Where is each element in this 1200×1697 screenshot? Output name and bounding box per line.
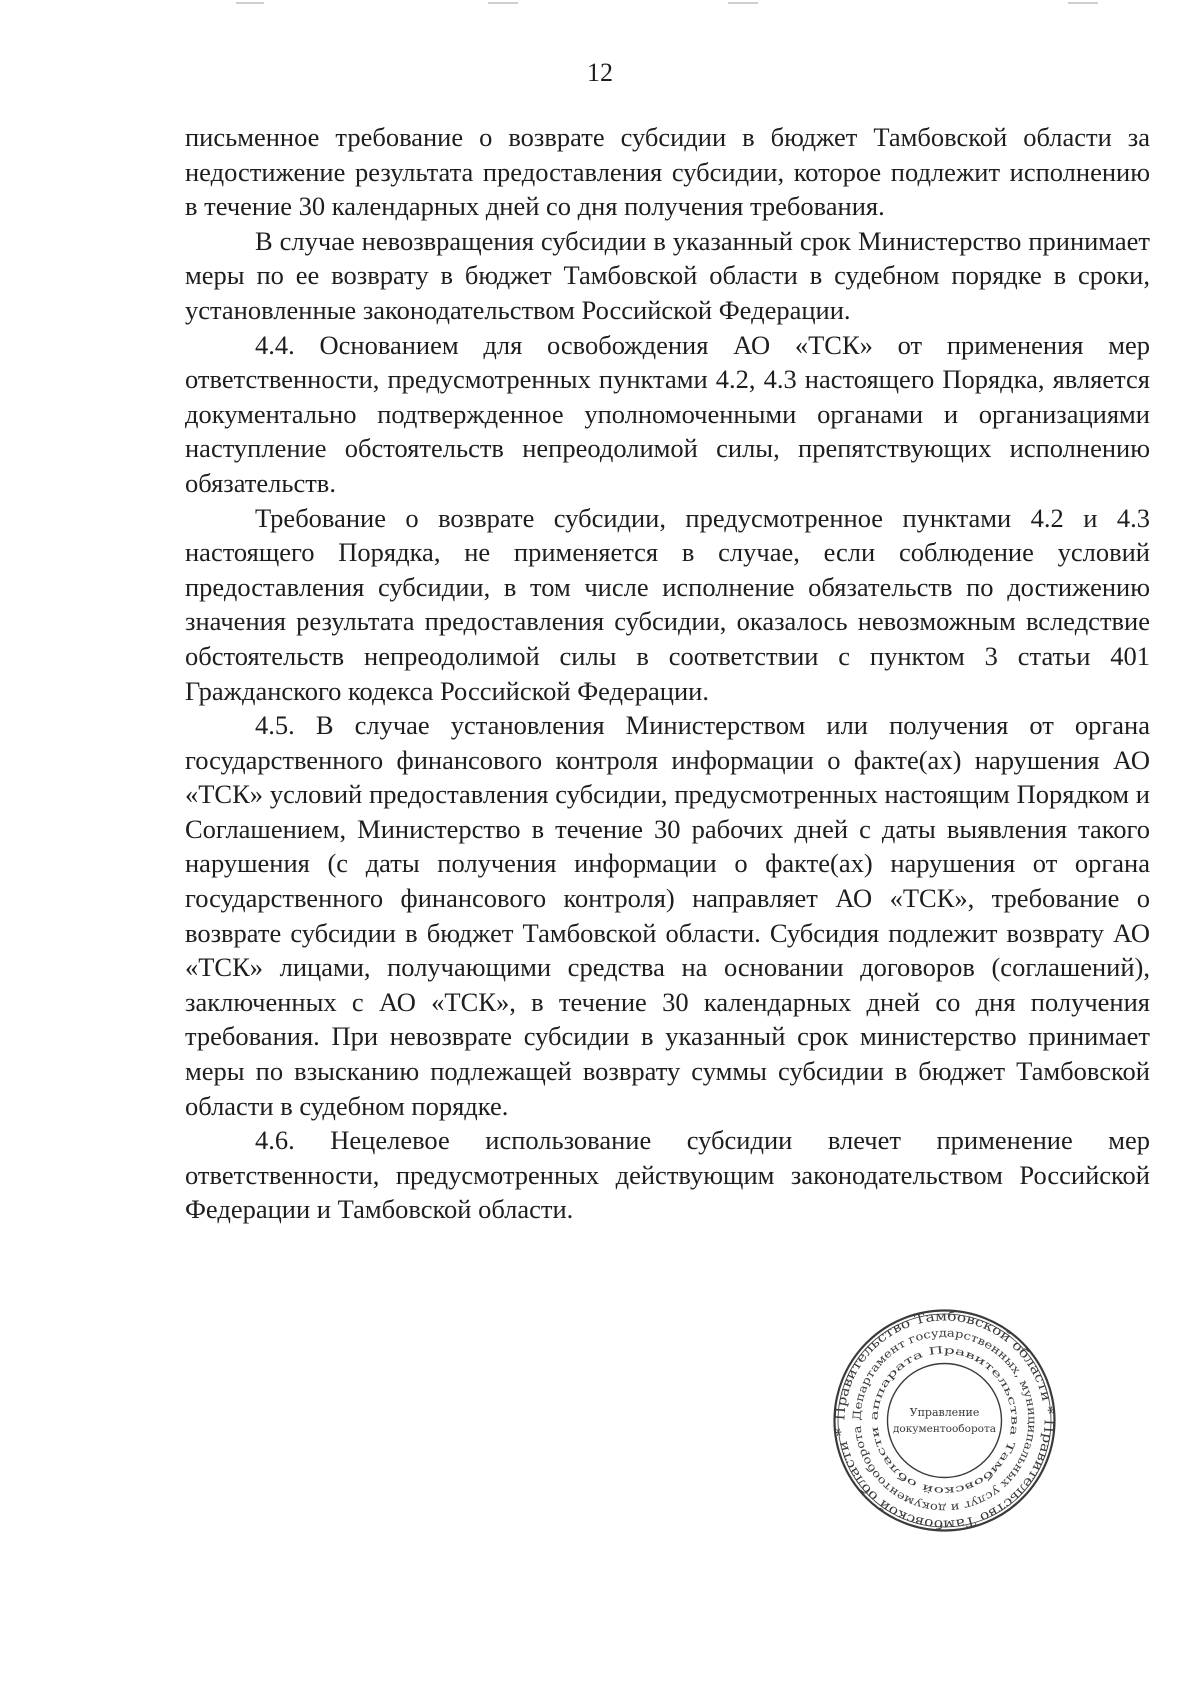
scan-edge-mark: [236, 2, 264, 4]
paragraph: 4.6. Нецелевое использование субсидии влечет применение мер ответственности, предусмотренных действующим законодательством Российской Федерации и Тамбовской области.: [185, 1125, 1150, 1225]
seal-graphic: [832, 1308, 1057, 1533]
scan-edge-mark: [728, 2, 758, 4]
official-seal-stamp: [832, 1308, 1057, 1533]
page-number: 12: [587, 58, 613, 87]
paragraph: В случае невозвращения субсидии в указанный срок Министерство принимает меры по ее возврату в бюджет Тамбовской области в судебном порядке в сроки, установленные законодательством Российской Федерации.: [185, 225, 1150, 325]
scan-edge-mark: [1068, 2, 1098, 4]
seal-center-line-2: документооборота: [892, 1423, 997, 1435]
seal-outer-text: Правительство Тамбовской области * Правительство Тамбовской области *: [833, 1309, 1056, 1532]
seal-inner-border: [888, 1364, 1002, 1478]
seal-center-line-1: Управление: [909, 1406, 980, 1419]
paragraph: 4.5. В случае установления Министерством или получения от органа государственного финансового контроля информации о факте(ах) нарушения АО «ТСК» условий предоставления субсидии, предусмотренных настоящим Порядком и Соглашением, Министерство в течение 30 рабочих дней с даты выявления такого нарушения (с даты получения информации о факте(ах) нарушения от органа государственного финансового контроля) направляет АО «ТСК», требование о возврате субсидии в бюджет Тамбовской области. Субсидия подлежит возврату АО «ТСК» лицами, получающими средства на основании договоров (соглашений), заключенных с АО «ТСК», в течение 30 календарных дней со дня получения требования. При невозврате субсидии в указанный срок министерство принимает меры по взысканию подлежащей возврату суммы субсидии в бюджет Тамбовской области в судебном порядке.: [185, 710, 1150, 1121]
seal-inner-text: аппарата Правительства Тамбовской области: [869, 1345, 1020, 1496]
seal-middle-text: Департамент государственных, муниципальных услуг и документооборота: [850, 1326, 1039, 1515]
document-body: [185, 120, 1150, 1227]
paragraph: 4.4. Основанием для освобождения АО «ТСК» от применения мер ответственности, предусмотренных пунктами 4.2, 4.3 настоящего Порядка, является документально подтвержденное уполномоченными органами и организациями наступление обстоятельств непреодолимой силы, препятствующих исполнению обязательств.: [185, 329, 1150, 498]
paragraph: письменное требование о возврате субсидии в бюджет Тамбовской области за недостижение результата предоставления субсидии, которое подлежит исполнению в течение 30 календарных дней со дня получения требования.: [185, 122, 1150, 222]
scan-edge-mark: [488, 2, 518, 4]
paragraph: Требование о возврате субсидии, предусмотренное пунктами 4.2 и 4.3 настоящего Порядка, не применяется в случае, если соблюдение условий предоставления субсидии, в том числе исполнение обязательств по достижению значения результата предоставления субсидии, оказалось невозможным вследствие обстоятельств непреодолимой силы в соответствии с пунктом 3 статьи 401 Гражданского кодекса Российской Федерации.: [185, 502, 1150, 706]
